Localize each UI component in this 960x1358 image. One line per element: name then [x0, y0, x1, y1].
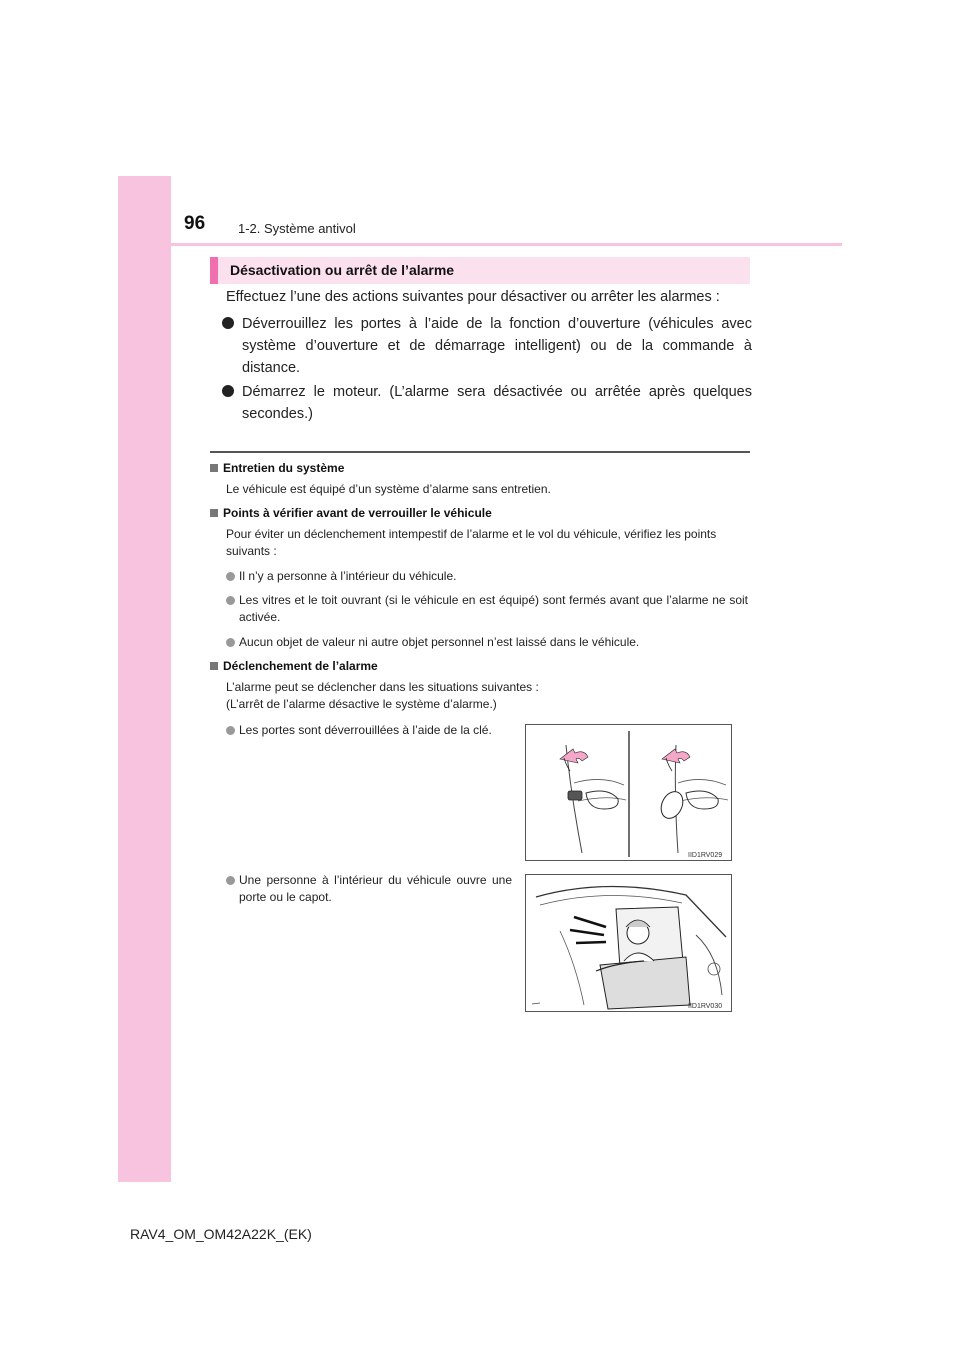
- door-key-illustration: [526, 725, 731, 860]
- list-item: Il n’y a personne à l’intérieur du véhicule.: [226, 568, 748, 585]
- note-heading-maintenance: Entretien du système: [210, 461, 344, 475]
- list-item: Aucun objet de valeur ni autre objet personnel n’est laissé dans le véhicule.: [226, 634, 748, 651]
- note-heading-checks: Points à vérifier avant de verrouiller le véhicule: [210, 506, 492, 520]
- section-title: 1-2. Système antivol: [238, 221, 356, 236]
- square-bullet-icon: [210, 509, 218, 517]
- note-text-checks: Pour éviter un déclenchement intempestif de l’alarme et le vol du véhicule, vérifiez les points suivants :: [226, 527, 717, 558]
- square-bullet-icon: [210, 464, 218, 472]
- list-item: Une personne à l’intérieur du véhicule ouvre une porte ou le capot.: [226, 872, 512, 906]
- rotation-arrow-icon: [560, 749, 588, 763]
- list-item: Les portes sont déverrouillées à l’aide de la clé.: [226, 722, 512, 739]
- bullet-icon: [226, 572, 235, 581]
- figure-door-opening: [525, 874, 732, 1012]
- bullet-icon: [222, 385, 234, 397]
- section-heading: [210, 257, 750, 284]
- bullet-icon: [226, 876, 235, 885]
- note-heading-triggering: Déclenchement de l’alarme: [210, 659, 378, 673]
- note-text-triggering-2: (L’arrêt de l’alarme désactive le système d’alarme.): [226, 697, 497, 711]
- header-rule: [118, 243, 842, 246]
- page-number: 96: [184, 213, 206, 234]
- square-bullet-icon: [210, 662, 218, 670]
- figure-code: IID1RV030: [688, 1003, 723, 1010]
- list-item: [222, 313, 752, 379]
- footer-code: RAV4_OM_OM42A22K_(EK): [130, 1226, 312, 1242]
- section-heading-text: Désactivation ou arrêt de l’alarme: [230, 262, 455, 278]
- list-item-text: Déverrouillez les portes à l’aide de la fonction d’ouverture (véhicules avec système d’ouverture et de démarrage intelligent) ou de la commande à distance.: [242, 316, 752, 376]
- figure-key-unlock: [525, 724, 732, 861]
- list-item: [222, 381, 752, 425]
- side-tab: [118, 176, 171, 1182]
- note-text-triggering-1: L’alarme peut se déclencher dans les situations suivantes :: [226, 680, 539, 694]
- bullet-icon: [226, 638, 235, 647]
- bullet-icon: [226, 596, 235, 605]
- notes-divider: [210, 451, 750, 453]
- rotation-arrow-icon: [662, 749, 690, 763]
- intro-text: Effectuez l’une des actions suivantes pour désactiver ou arrêter les alarmes :: [226, 289, 720, 305]
- door-opening-illustration: [526, 875, 731, 1011]
- list-item: Les vitres et le toit ouvrant (si le véhicule en est équipé) sont fermés avant que l’alarme ne soit activée.: [226, 592, 748, 626]
- bullet-icon: [222, 317, 234, 329]
- note-text-maintenance: Le véhicule est équipé d’un système d’alarme sans entretien.: [226, 482, 551, 496]
- figure-code: IID1RV029: [688, 852, 723, 859]
- bullet-icon: [226, 726, 235, 735]
- list-item-text: Démarrez le moteur. (L’alarme sera désactivée ou arrêtée après quelques secondes.): [242, 384, 752, 422]
